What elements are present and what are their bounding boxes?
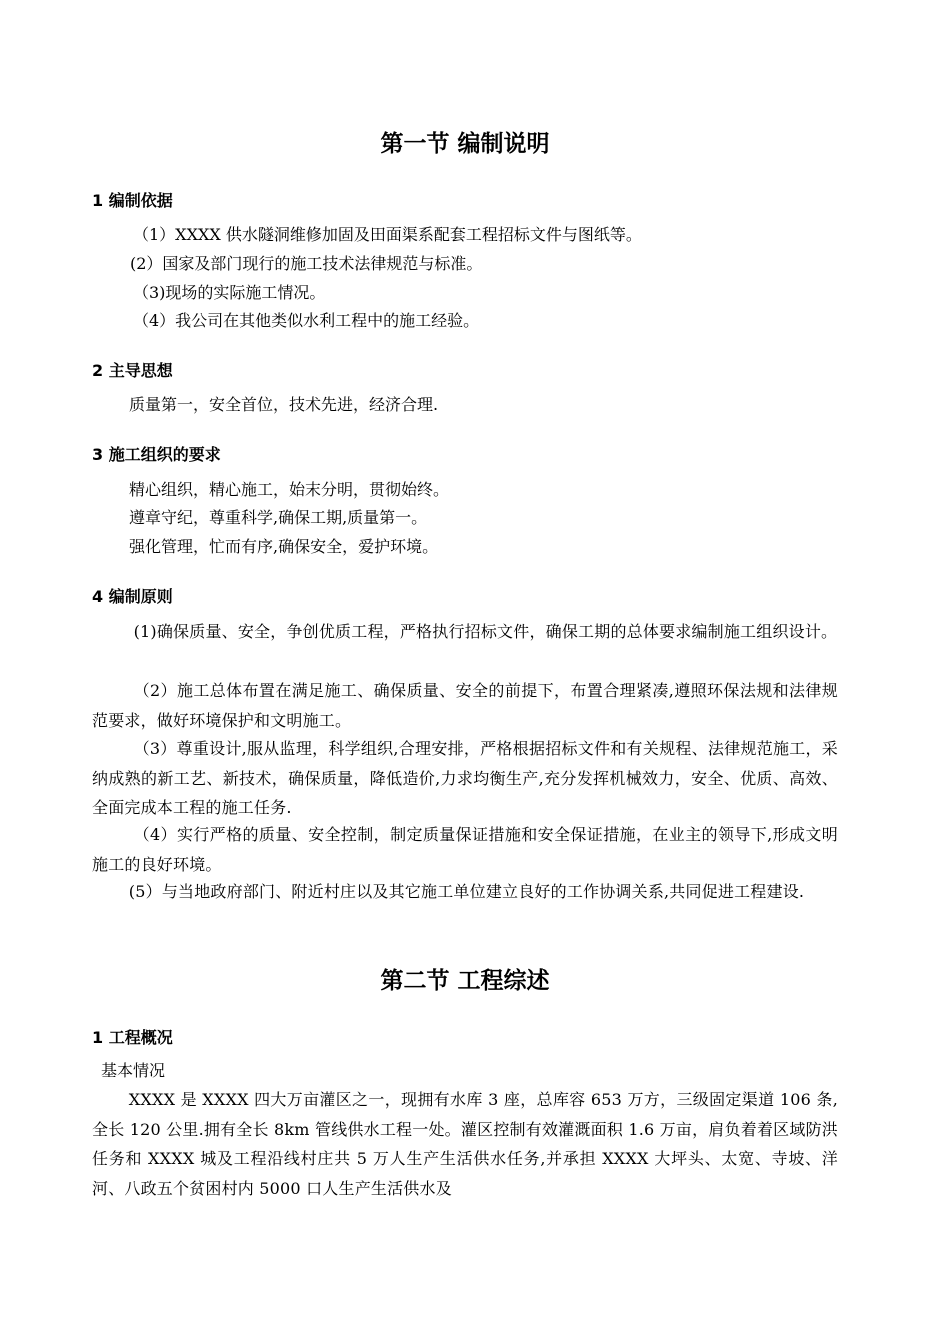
- principle-paragraph-2: （2）施工总体布置在满足施工、确保质量、安全的前提下，布置合理紧凑,遵照环保法规和法律规范要求，做好环境保护和文明施工。: [92, 681, 838, 730]
- guiding-heading: 2 主导思想: [92, 361, 173, 380]
- requirement-item-3: 强化管理，忙而有序,确保安全，爱护环境。: [129, 537, 439, 556]
- principle-paragraph-5: (5）与当地政府部门、附近村庄以及其它施工单位建立良好的工作协调关系,共同促进工程建设.: [128, 882, 805, 901]
- basis-item-2: (2）国家及部门现行的施工技术法律规范与标准。: [130, 254, 483, 273]
- requirements-heading: 3 施工组织的要求: [92, 445, 221, 464]
- requirement-item-2: 遵章守纪，尊重科学,确保工期,质量第一。: [129, 508, 428, 527]
- principle-paragraph-1: (1)确保质量、安全，争创优质工程，严格执行招标文件，确保工期的总体要求编制施工组织设计。: [133, 622, 838, 641]
- basis-item-3: （3)现场的实际施工情况。: [133, 283, 326, 302]
- basis-item-4: （4）我公司在其他类似水利工程中的施工经验。: [133, 311, 480, 330]
- overview-paragraph: XXXX 是 XXXX 四大万亩灌区之一，现拥有水库 3 座，总库容 653 万方，三级固定渠道 106 条,全长 120 公里.拥有全长 8km 管线供水工程一处。灌区控制有效灌溉面积 1.6 万亩，肩负着着区域防洪任务和 XXXX 城及工程沿线村庄共 5 万人生产生活供水任务,并承担 XXXX 大坪头、太宽、寺坡、洋河、八政五个贫困村内 5000 口人生产生活供水及: [92, 1090, 838, 1198]
- principle-paragraph-3: （3）尊重设计,服从监理，科学组织,合理安排，严格根据招标文件和有关规程、法律规范施工，采纳成熟的新工艺、新技术，确保质量，降低造价,力求均衡生产,充分发挥机械效力，安全、优质、高效、全面完成本工程的施工任务.: [92, 739, 838, 817]
- principle-paragraph-4: （4）实行严格的质量、安全控制，制定质量保证措施和安全保证措施，在业主的领导下,形成文明施工的良好环境。: [92, 825, 838, 874]
- guiding-text: 质量第一，安全首位，技术先进，经济合理.: [129, 395, 439, 414]
- overview-subheading: 基本情况: [101, 1061, 166, 1080]
- basis-heading: 1 编制依据: [92, 191, 173, 210]
- overview-heading: 1 工程概况: [92, 1028, 173, 1047]
- section-2-title: 第二节 工程综述: [380, 968, 550, 994]
- requirement-item-1: 精心组织，精心施工，始末分明，贯彻始终。: [129, 480, 450, 499]
- principles-heading: 4 编制原则: [92, 587, 173, 606]
- section-1-title: 第一节 编制说明: [380, 131, 550, 157]
- basis-item-1: （1）XXXX 供水隧洞维修加固及田面渠系配套工程招标文件与图纸等。: [133, 225, 642, 244]
